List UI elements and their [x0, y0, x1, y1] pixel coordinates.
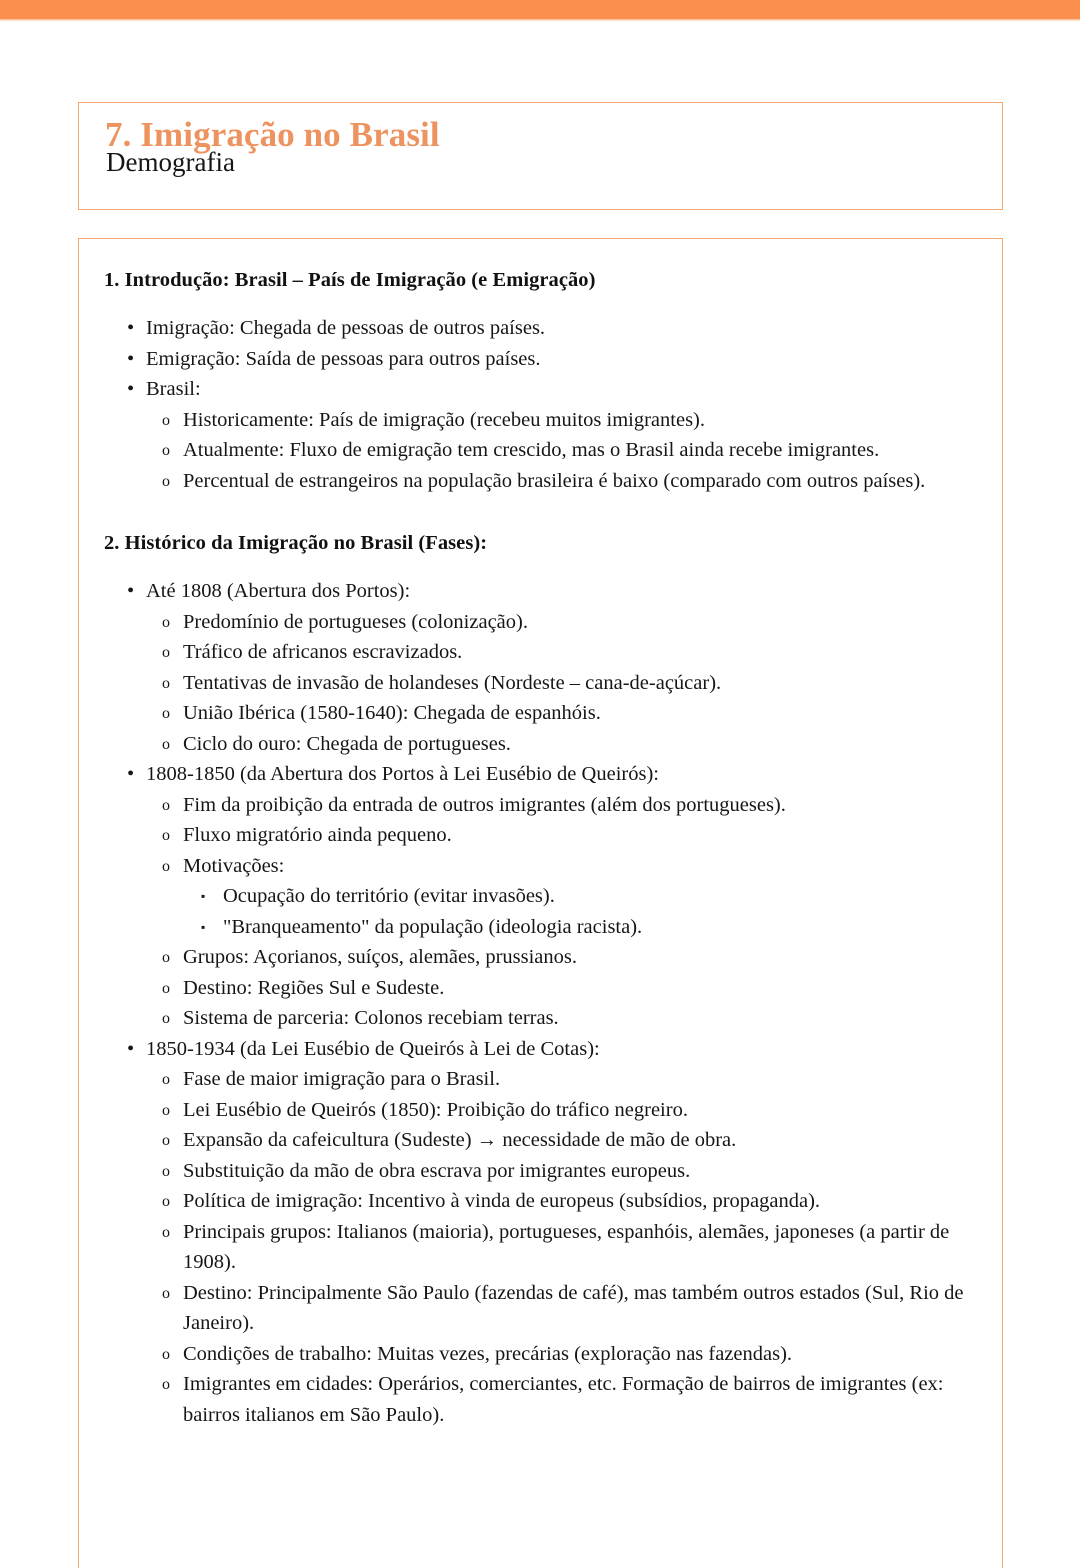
list-item [104, 576, 966, 759]
list-item-label: Expansão da cafeicultura (Sudeste) → necessidade de mão de obra. [183, 1129, 737, 1151]
list-item-label: Ciclo do ouro: Chegada de portugueses. [183, 732, 511, 755]
list-item-label: Imigrantes em cidades: Operários, comerciantes, etc. Formação de bairros de imigrantes (ex: bairros italianos em São Paulo). [183, 1373, 944, 1426]
list-item [146, 851, 966, 943]
list-item-label: Fim da proibição da entrada de outros imigrantes (além dos portugueses). [183, 793, 786, 816]
bullet-circle-icon: o [162, 735, 170, 753]
top-accent-bar-fade [0, 19, 1080, 23]
outline-list-level-2 [146, 1064, 966, 1430]
list-item [146, 820, 966, 851]
list-item [146, 729, 966, 760]
bullet-disc-icon: • [127, 317, 135, 339]
list-item-label: Tentativas de invasão de holandeses (Nordeste – cana-de-açúcar). [183, 671, 722, 694]
list-item [183, 912, 966, 943]
section-heading: 2. Histórico da Imigração no Brasil (Fases): [104, 532, 488, 554]
document-header-card [78, 102, 1003, 210]
bullet-circle-icon: o [162, 857, 170, 875]
list-item-label: Grupos: Açorianos, suíços, alemães, prussianos. [183, 946, 577, 968]
outline-list-level-1 [104, 313, 966, 496]
list-item-label: Imigração: Chegada de pessoas de outros países. [146, 317, 546, 339]
list-item [146, 942, 966, 973]
list-item-label: Historicamente: País de imigração (recebeu muitos imigrantes). [183, 408, 706, 431]
list-item [146, 973, 966, 1004]
list-item-label: "Branqueamento" da população (ideologia racista). [223, 915, 643, 938]
bullet-square-icon: ▪ [201, 889, 206, 903]
list-item [146, 1125, 966, 1156]
bullet-circle-icon: o [162, 613, 170, 631]
list-item-label: Fase de maior imigração para o Brasil. [183, 1068, 501, 1090]
page-subtitle: Demografia [106, 147, 235, 177]
outline-list-level-2 [146, 405, 966, 497]
document-header-inner [105, 115, 992, 176]
list-item [146, 1217, 966, 1278]
bullet-square-icon: ▪ [201, 919, 206, 934]
bullet-circle-icon: o [162, 827, 170, 844]
list-item-label: Atualmente: Fluxo de emigração tem crescido, mas o Brasil ainda recebe imigrantes. [183, 439, 880, 461]
list-item-label: Destino: Principalmente São Paulo (fazendas de café), mas também outros estados (Sul, Rio de Janeiro). [183, 1281, 964, 1334]
bullet-circle-icon: o [162, 1376, 170, 1393]
page-title: 7. Imigração no Brasil [105, 115, 440, 154]
bullet-circle-icon: o [162, 1132, 170, 1149]
bullet-circle-icon: o [162, 1223, 170, 1241]
list-item [104, 374, 966, 496]
list-item-label: União Ibérica (1580-1640): Chegada de espanhóis. [183, 702, 601, 724]
bullet-circle-icon: o [162, 796, 170, 814]
bullet-circle-icon: o [162, 1162, 170, 1180]
list-item [146, 1064, 966, 1095]
top-accent-bar [0, 0, 1080, 19]
list-item [146, 466, 966, 497]
list-item [146, 1156, 966, 1187]
list-item [146, 607, 966, 638]
bullet-circle-icon: o [162, 411, 170, 429]
list-item [146, 1369, 966, 1430]
list-item [146, 790, 966, 821]
section-heading: 1. Introdução: Brasil – País de Imigração (e Emigração) [104, 269, 596, 291]
list-item-label: Sistema de parceria: Colonos recebiam terras. [183, 1007, 559, 1029]
bullet-circle-icon: o [162, 1071, 170, 1088]
bullet-circle-icon: o [162, 1284, 170, 1302]
list-item-label: Ocupação do território (evitar invasões). [223, 885, 555, 907]
bullet-circle-icon: o [162, 472, 170, 490]
bullet-circle-icon: o [162, 674, 170, 692]
list-item-label: Destino: Regiões Sul e Sudeste. [183, 976, 445, 999]
outline-list-level-1 [104, 576, 966, 1430]
bullet-disc-icon: • [127, 580, 135, 602]
bullet-circle-icon: o [162, 949, 170, 966]
bullet-disc-icon: • [127, 763, 135, 785]
bullet-circle-icon: o [162, 1010, 170, 1027]
bullet-circle-icon: o [162, 442, 170, 459]
list-item [146, 1003, 966, 1034]
list-item [104, 344, 966, 375]
bullet-circle-icon: o [162, 644, 170, 661]
bullet-disc-icon: • [127, 347, 135, 370]
list-item-label: Tráfico de africanos escravizados. [183, 641, 463, 663]
bullet-disc-icon: • [127, 378, 135, 400]
list-item-label: Principais grupos: Italianos (maioria), portugueses, espanhóis, alemães, japoneses (a partir de 1908). [183, 1220, 950, 1273]
outline-list-level-2 [146, 607, 966, 760]
list-item-label: Percentual de estrangeiros na população brasileira é baixo (comparado com outros países). [183, 469, 926, 492]
list-item [146, 405, 966, 436]
list-item [104, 1034, 966, 1431]
bullet-circle-icon: o [162, 1101, 170, 1119]
list-item-label: Substituição da mão de obra escrava por imigrantes europeus. [183, 1159, 691, 1182]
list-item-label: Emigração: Saída de pessoas para outros países. [146, 347, 541, 370]
list-item [146, 637, 966, 668]
document-content-body [104, 267, 966, 1430]
list-item-label: Fluxo migratório ainda pequeno. [183, 824, 452, 846]
list-item [146, 668, 966, 699]
outline-list-level-2 [146, 790, 966, 1034]
list-item [183, 881, 966, 912]
list-item-label: Até 1808 (Abertura dos Portos): [146, 580, 411, 602]
list-item [146, 698, 966, 729]
document-content-card [78, 238, 1003, 1568]
list-item [146, 1186, 966, 1217]
list-item [104, 759, 966, 1034]
list-item-label: Condições de trabalho: Muitas vezes, precárias (exploração nas fazendas). [183, 1342, 793, 1365]
list-item-label: Brasil: [146, 378, 201, 400]
list-item [146, 1278, 966, 1339]
list-item [146, 435, 966, 466]
list-item [146, 1095, 966, 1126]
list-item-label: Motivações: [183, 854, 285, 877]
bullet-circle-icon: o [162, 1345, 170, 1363]
bullet-circle-icon: o [162, 705, 170, 722]
list-item-label: 1808-1850 (da Abertura dos Portos à Lei Eusébio de Queirós): [146, 763, 659, 785]
bullet-disc-icon: • [127, 1037, 135, 1060]
list-item [104, 313, 966, 344]
bullet-circle-icon: o [162, 1193, 170, 1210]
list-item [146, 1339, 966, 1370]
list-item-label: Lei Eusébio de Queirós (1850): Proibição do tráfico negreiro. [183, 1098, 688, 1121]
list-item-label: Predomínio de portugueses (colonização). [183, 610, 528, 633]
list-item-label: 1850-1934 (da Lei Eusébio de Queirós à Lei de Cotas): [146, 1037, 600, 1060]
list-item-label: Política de imigração: Incentivo à vinda de europeus (subsídios, propaganda). [183, 1190, 821, 1212]
outline-list-level-3 [183, 881, 966, 942]
bullet-circle-icon: o [162, 979, 170, 997]
